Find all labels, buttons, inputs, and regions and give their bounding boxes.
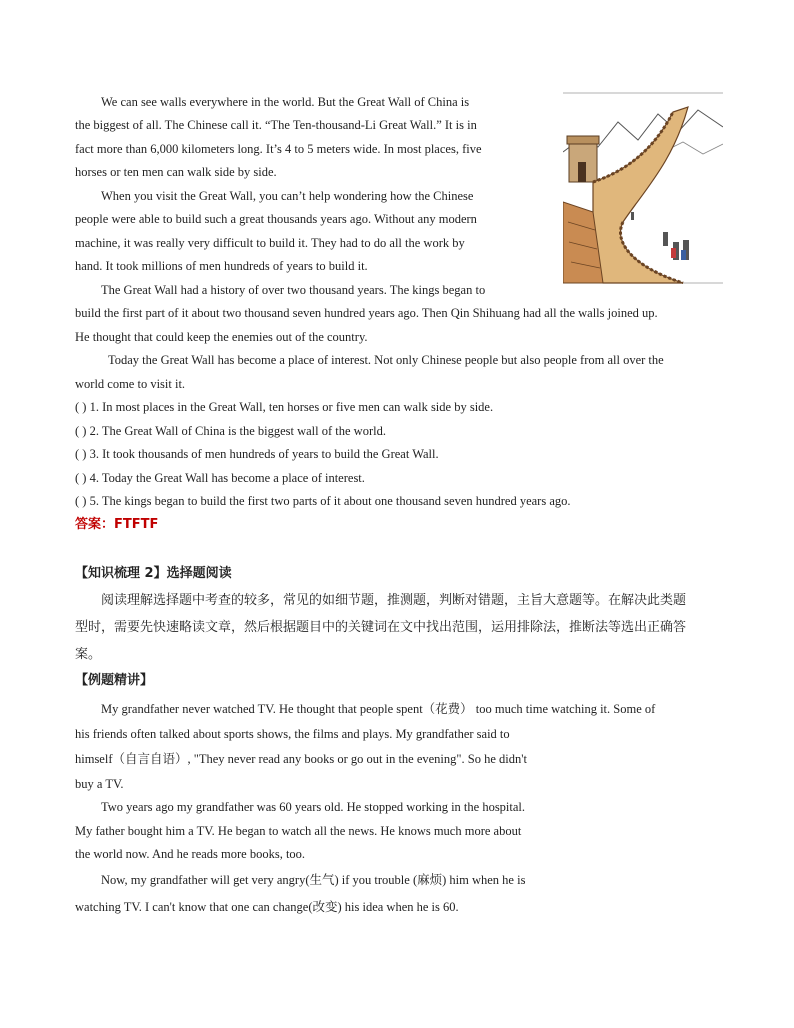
text-line: world come to visit it. — [75, 377, 186, 391]
text-line: He thought that could keep the enemies out of the country. — [75, 330, 368, 344]
great-wall-illustration — [563, 92, 723, 284]
question-item: ( ) 2. The Great Wall of China is the biggest wall of the world. — [75, 424, 386, 438]
question-item: ( ) 3. It took thousands of men hundreds of years to build the Great Wall. — [75, 447, 439, 461]
text-line: My grandfather never watched TV. He thought that people spent（花费） too much time watching it. Some of — [101, 702, 656, 716]
text-line: the biggest of all. The Chinese call it. “The Ten-thousand-Li Great Wall.” It is in — [75, 118, 477, 132]
intro-line: 案。 — [75, 647, 102, 662]
intro-line: 阅读理解选择题中考查的较多，常见的如细节题，推测题，判断对错题，主旨大意题等。在解决此类题 — [101, 593, 687, 608]
text-line: watching TV. I can't know that one can change(改变) his idea when he is 60. — [75, 900, 459, 914]
text-line: people were able to build such a great thousands years ago. Without any modern — [75, 212, 477, 226]
text-line: himself（自言自语）, "They never read any books or go out in the evening". So he didn't — [75, 752, 527, 766]
intro-line: 型时，需要先快速略读文章，然后根据题目中的关键词在文中找出范围，运用排除法，推断法等选出正确答 — [75, 620, 687, 635]
text-line: his friends often talked about sports shows, the films and plays. My grandfather said to — [75, 727, 510, 741]
answer-key: 答案：FTFTF — [75, 517, 159, 532]
text-line: The Great Wall had a history of over two thousand years. The kings began to — [101, 283, 486, 297]
question-item: ( ) 5. The kings began to build the first two parts of it about one thousand seven hundred years ago. — [75, 494, 571, 508]
text-line: Now, my grandfather will get very angry(生气) if you trouble (麻烦) him when he is — [101, 873, 526, 887]
text-line: fact more than 6,000 kilometers long. It’s 4 to 5 meters wide. In most places, five — [75, 142, 482, 156]
text-line: hand. It took millions of men hundreds of years to build it. — [75, 259, 368, 273]
question-item: ( ) 1. In most places in the Great Wall, ten horses or five men can walk side by side. — [75, 400, 494, 414]
question-item: ( ) 4. Today the Great Wall has become a place of interest. — [75, 471, 365, 485]
section-heading: 【知识梳理 2】选择题阅读 — [75, 566, 232, 581]
text-line: horses or ten men can walk side by side. — [75, 165, 277, 179]
text-line: We can see walls everywhere in the world. But the Great Wall of China is — [101, 95, 470, 109]
text-line: buy a TV. — [75, 777, 124, 791]
example-heading: 【例题精讲】 — [75, 673, 154, 688]
text-line: build the first part of it about two thousand seven hundred years ago. Then Qin Shihuang had all the walls joined up. — [75, 306, 658, 320]
text-line: Two years ago my grandfather was 60 years old. He stopped working in the hospital. — [101, 800, 526, 814]
text-line: My father bought him a TV. He began to watch all the news. He knows much more about — [75, 824, 522, 838]
text-line: When you visit the Great Wall, you can’t help wondering how the Chinese — [101, 189, 474, 203]
text-line: the world now. And he reads more books, too. — [75, 847, 306, 861]
text-line: Today the Great Wall has become a place of interest. Not only Chinese people but also people from all over the — [108, 353, 664, 367]
text-line: machine, it was really very difficult to build it. They had to do all the work by — [75, 236, 465, 250]
